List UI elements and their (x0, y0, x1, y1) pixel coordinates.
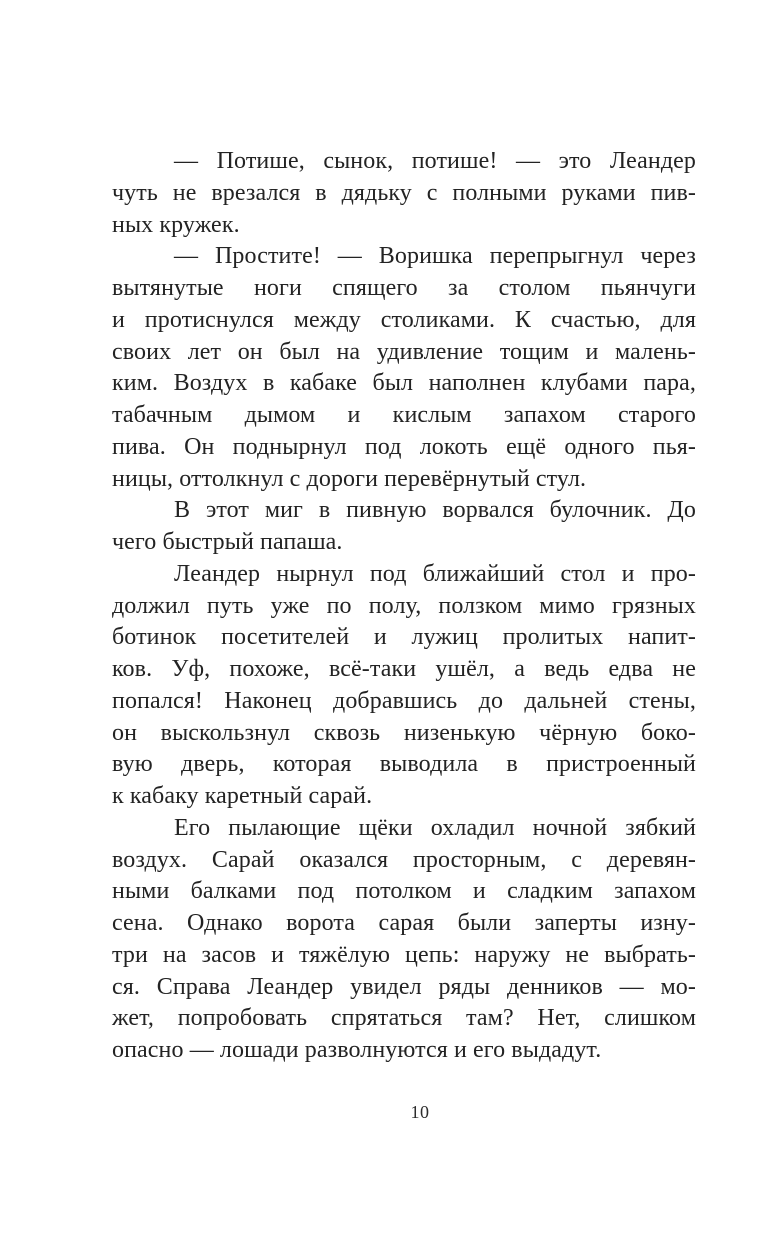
text-line: ботинок посетителей и лужиц пролитых напит- (112, 624, 696, 651)
text-line: и протиснулся между столиками. К счастью, для (112, 306, 696, 333)
paragraph (112, 146, 696, 241)
paragraph (112, 559, 696, 813)
text-line: должил путь уже по полу, ползком мимо грязных (112, 592, 696, 619)
text-line: ков. Уф, похоже, всё-таки ушёл, а ведь едва не (112, 656, 696, 682)
text-line: табачным дымом и кислым запахом старого (112, 402, 696, 428)
paragraph (112, 241, 696, 495)
page-number: 10 (410, 1102, 430, 1122)
text-line: воздух. Сарай оказался просторным, с деревян- (112, 846, 696, 873)
text-line: Леандер нырнул под ближайший стол и про- (174, 560, 696, 587)
text-line: к кабаку каретный сарай. (112, 783, 373, 809)
text-line: попался! Наконец добравшись до дальней стены, (112, 687, 696, 714)
text-line: — Простите! — Воришка перепрыгнул через (174, 243, 696, 270)
text-line: ся. Справа Леандер увидел ряды денников — мо- (112, 973, 696, 1000)
text-block (112, 146, 696, 1067)
text-line: жет, попробовать спрятаться там? Нет, слишком (112, 1005, 696, 1032)
text-line: сена. Однако ворота сарая были заперты изну- (112, 910, 696, 936)
text-line: — Потише, сынок, потише! — это Леандер (174, 148, 696, 174)
text-line: ных кружек. (112, 211, 240, 238)
text-line: В этот миг в пивную ворвался булочник. До (174, 497, 696, 524)
text-line: пива. Он поднырнул под локоть ещё одного пья- (112, 433, 696, 460)
text-line: чуть не врезался в дядьку с полными руками пив- (112, 179, 696, 206)
text-line: ными балками под потолком и сладким запахом (112, 878, 696, 905)
text-line: ницы, оттолкнул с дороги перевёрнутый стул. (112, 465, 587, 492)
paragraph (112, 495, 696, 559)
text-line: ким. Воздух в кабаке был наполнен клубами пара, (112, 370, 696, 397)
text-line: вую дверь, которая выводила в пристроенный (112, 751, 696, 778)
text-line: вытянутые ноги спящего за столом пьянчуги (112, 275, 696, 301)
text-line: он выскользнул сквозь низенькую чёрную боко- (112, 719, 696, 746)
text-line: три на засов и тяжёлую цепь: наружу не выбрать- (112, 941, 696, 968)
text-line: своих лет он был на удивление тощим и малень- (112, 338, 696, 365)
paragraph (112, 813, 696, 1067)
text-line: опасно — лошади разволнуются и его выдадут. (112, 1037, 602, 1063)
text-line: Его пылающие щёки охладил ночной зябкий (174, 814, 696, 841)
text-line: чего быстрый папаша. (112, 529, 343, 555)
